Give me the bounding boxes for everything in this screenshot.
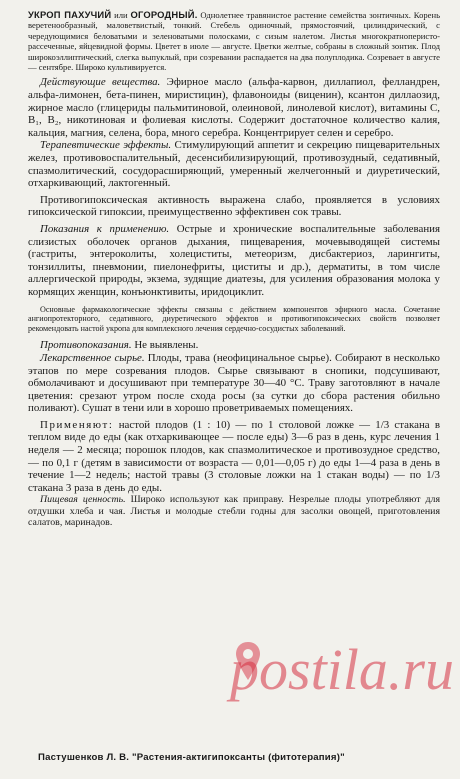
section-indications — [28, 223, 440, 299]
section-label: Пищевая ценность. — [40, 494, 126, 506]
watermark: postila.ru — [230, 637, 454, 702]
section-label: Показания к применению. — [40, 222, 170, 235]
section-contraindications — [28, 339, 440, 352]
section-note — [28, 305, 440, 334]
section-raw-material — [28, 352, 440, 415]
article — [28, 10, 440, 529]
section-label: Терапевтические эффекты. — [40, 139, 172, 152]
section-antihypoxic — [28, 194, 440, 219]
section-text: Не выявлены. — [131, 339, 199, 352]
section-usage — [28, 419, 440, 495]
article-title-connector: или — [114, 10, 128, 20]
section-food-value — [28, 494, 440, 528]
section-therapeutic-effects — [28, 139, 440, 189]
section-text: Острые и хронические воспалительные заболевания слизистых оболочек органов дыхания, пищеварения, мочевыводящей системы (гастриты, энтероколиты, холециститы, метеоризм, дисбактериоз, ларингиты, тонзиллиты, пневмонии, пиелонефриты, циститы и др.), дерматиты, в том числе аллергической природы, экзема, зудящие диатезы, для усиления образования молока у кормящих женщин, конъюнктивиты, иридоциклит. — [28, 222, 440, 298]
section-label: Противопоказания. — [40, 339, 132, 352]
section-text: Плоды, трава (неофицинальное сырье). Собирают в несколько этапов по мере созревания плодов. Сырье связывают в снопики, подсушивают, обмолачивают и досушивают при температуре 30—40 °С. Траву заготовляют в начале цветения: срезают утром после схода росы (за сутки до сбора растения обильно поливают). Сушат в тени или в хорошо проветриваемых помещениях. — [28, 351, 440, 415]
section-active-substances — [28, 76, 440, 139]
section-label: Применяют: — [40, 418, 114, 431]
section-text: Противогипоксическая активность выражена слабо, проявляется в условиях гипоксической гипоксии, преимущественно эффективен сок травы. — [28, 193, 440, 219]
section-text: Эфирное масло (альфа-карвон, диллапиол, фелландрен, альфа-лимонен, бета-пинен, миристицин), флавоноиды (виценин), ксантон диллаозид, жирное масло (глицериды пальмитиновой, олеиновой, линолевой кислот), витамины С, B₁, B₂, никотиновая и фолиевая кислоты. Содержит достаточное количество калия, кальция, магния, селена, бора, много серебра. Концентрирует селен и серебро. — [28, 76, 440, 139]
section-text: Широко используют как приправу. Незрелые плоды употребляют для отдушки хлеба и чая. Листья и молодые стебли годны для засолки овощей, приготовления салатов, маринадов. — [28, 494, 440, 529]
section-text: настой плодов (1 : 10) — по 1 столовой ложке — 1/3 стакана в теплом виде до еды (как отхаркивающее — после еды) 3—6 раз в день, курс лечения 1 неделя — 2 месяца; порошок плодов, как спазмолитическое и противозудное средство, — по 0,1 г (детям в зависимости от возраста — 0,01—0,05 г) до еды 1—4 раза в день в течение 1—2 недель; настой травы (3 столовые ложки на 1 стакан воды) — по 1/3 стакана 3 раза в день до еды. — [28, 418, 440, 494]
article-intro — [28, 10, 440, 72]
section-label: Действующие вещества. — [40, 76, 161, 89]
watermark-pin-icon — [234, 640, 262, 682]
section-text: Стимулирующий аппетит и секрецию пищеварительных желез, противовоспалительный, десенсибилизирующий, противозудный, седативный, спазмолитический, сосудорасширяющий, умеренный желчегонный и диуретический, отхаркивающий, лактогенный. — [28, 139, 441, 190]
article-title-alt: ОГОРОДНЫЙ. — [130, 9, 198, 20]
section-label: Лекарственное сырье. — [40, 351, 145, 364]
section-text: Основные фармакологические эффекты связаны с действием компонентов эфирного масла. Сочетание ангиопротекторного, седативного, диуретического эффектов и противогипоксических свойств позволяет рекомендовать настой укропа для комплексного лечения сердечно-сосудистых заболеваний. — [28, 304, 440, 333]
article-title: УКРОП ПАХУЧИЙ — [28, 9, 112, 20]
source-citation: Пастушенков Л. В. "Растения-актигипоксанты (фитотерапия)" — [38, 752, 345, 763]
article-description: Однолетнее травянистое растение семейства зонтичных. Корень веретенообразный, маловетвистый, тонкий. Стебель одиночный, прямостоячий, цилиндрический, с чередующимися беловатыми и зеленоватыми полосками, с сизым налетом. Листья многократноперисто-рассеченные, яйцевидной формы. Цветет в июле — августе. Цветки желтые, собраны в сложный зонтик. Плод широкоэллиптический, слегка выпуклый, при созревании распадается на два полуплодика. Созревает в августе — сентябре. Широко культивируется. — [28, 10, 440, 73]
